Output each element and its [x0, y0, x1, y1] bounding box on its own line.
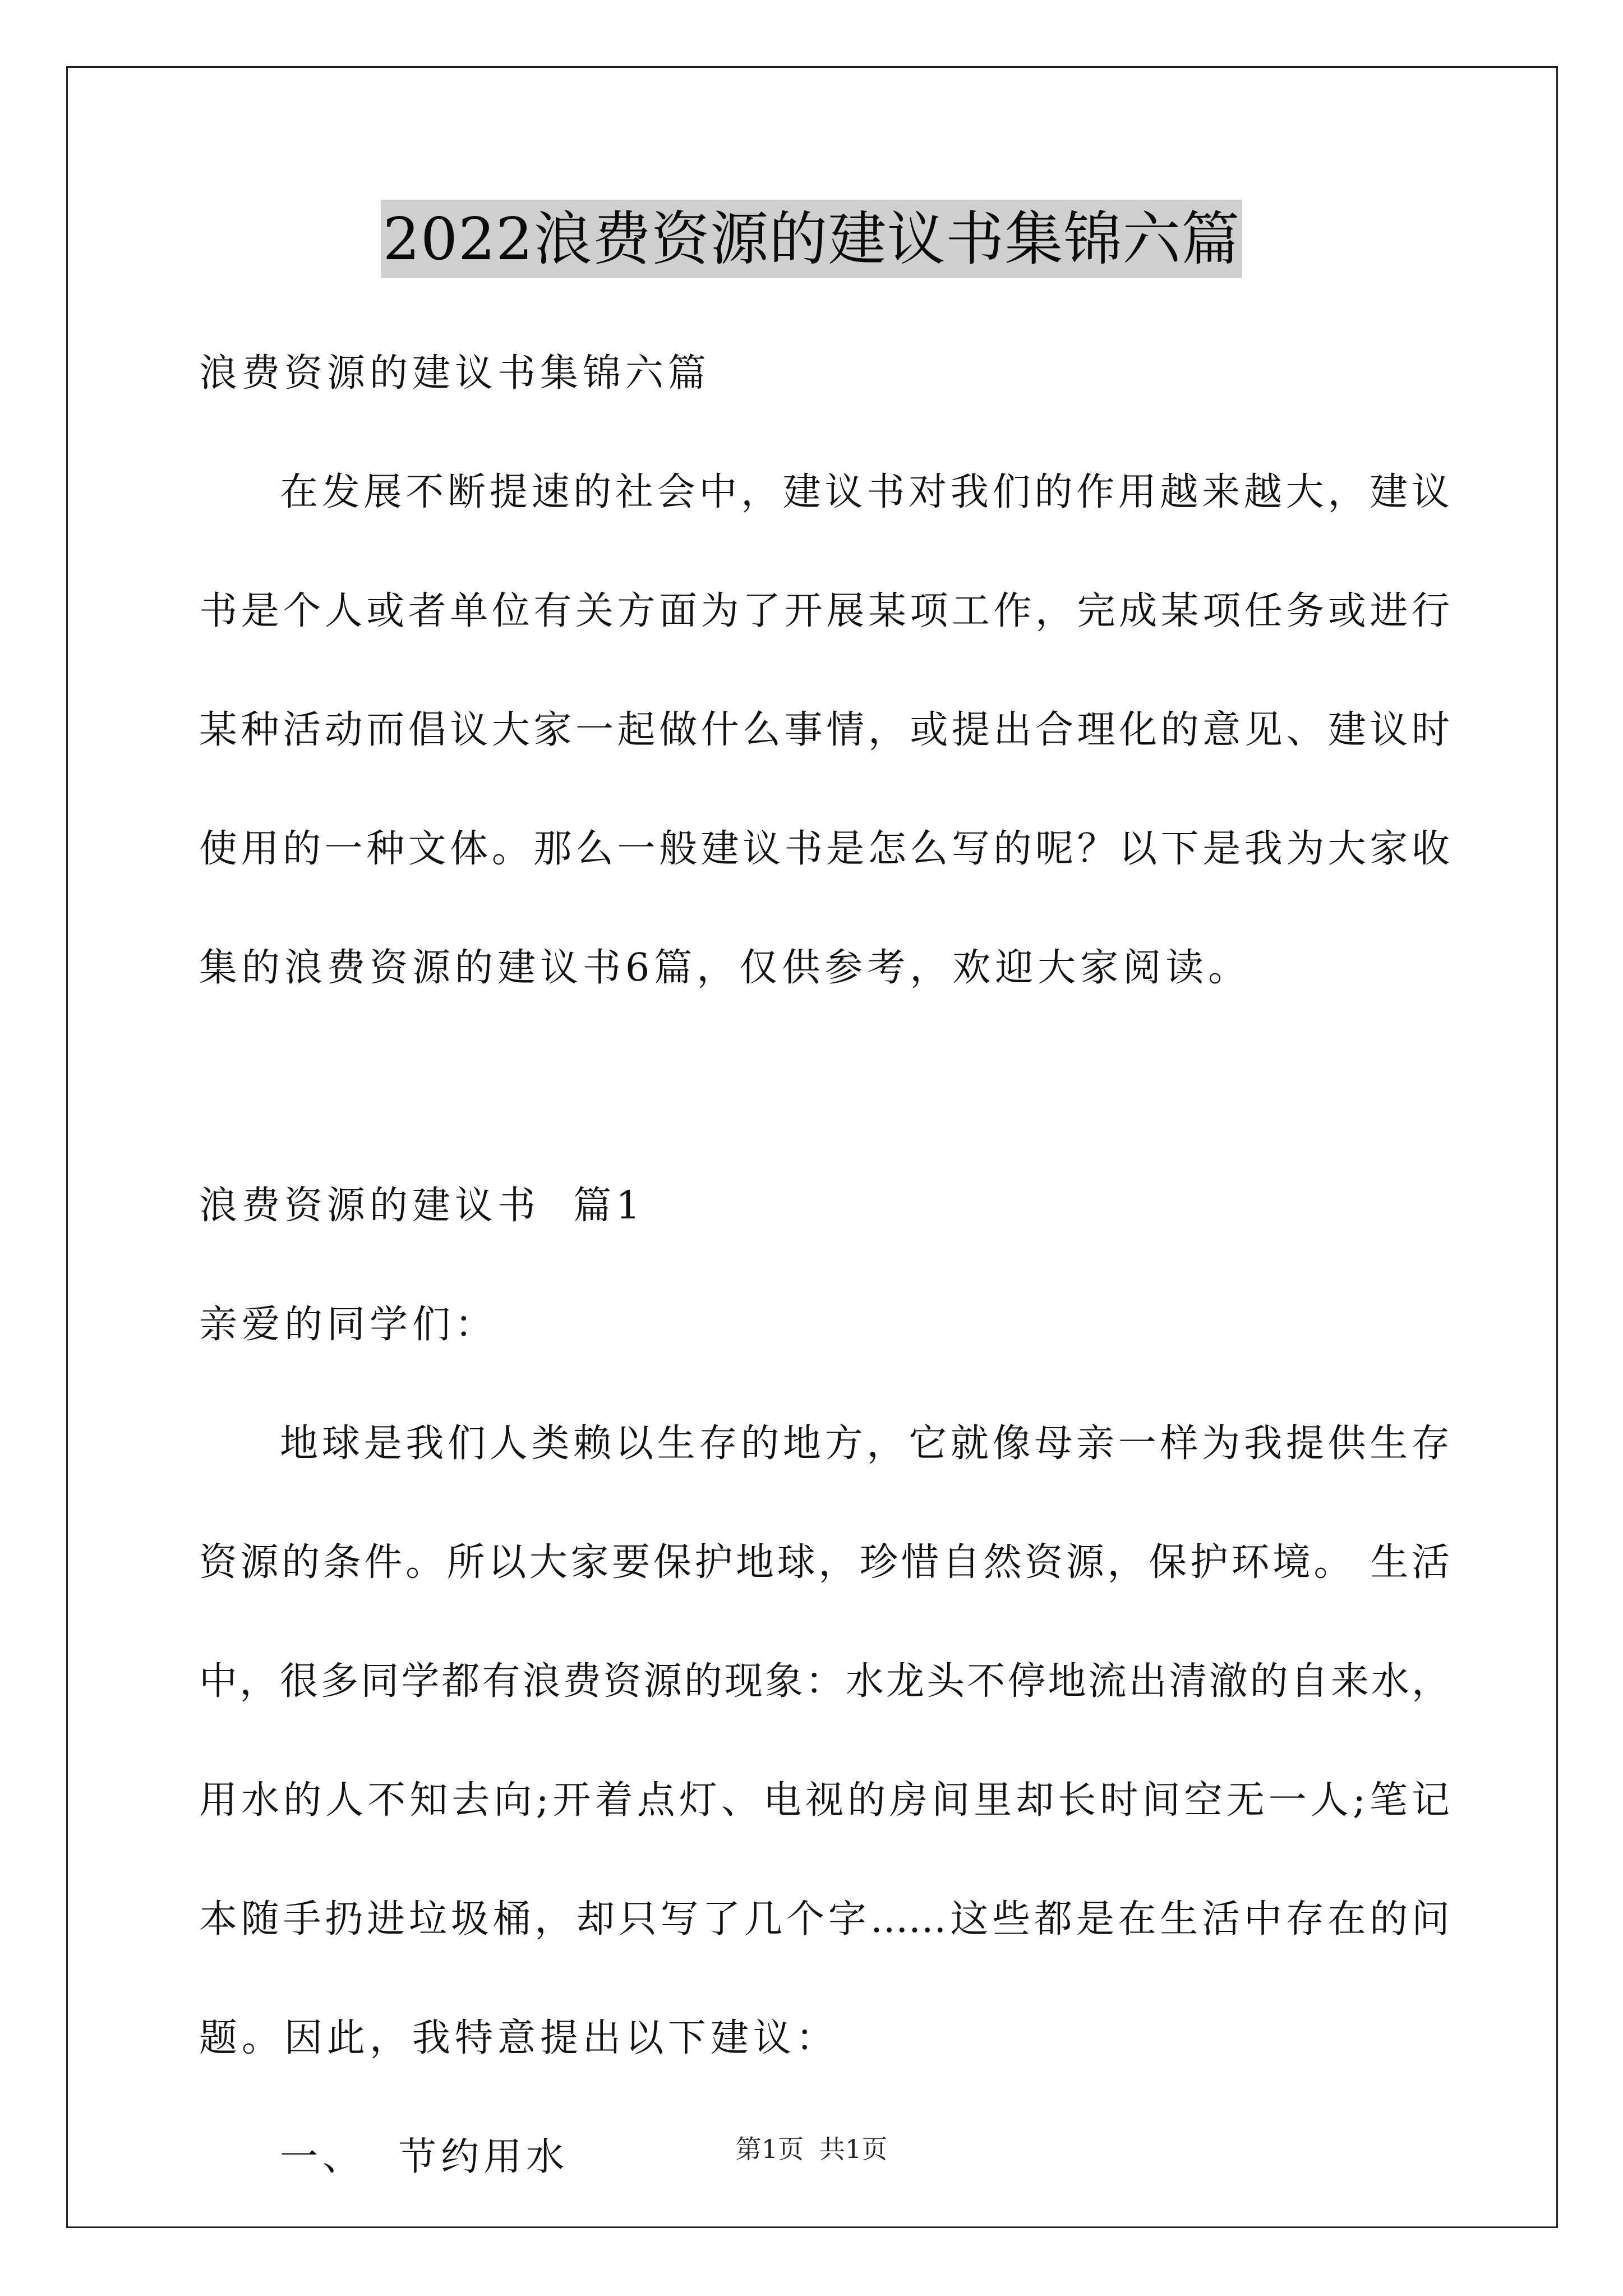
intro-line: 集的浪费资源的建议书6篇，仅供参考，欢迎大家阅读。	[199, 946, 1251, 990]
page-total: 共1页	[819, 2134, 888, 2164]
section-heading: 浪费资源的建议书 篇1	[199, 1184, 645, 1228]
intro-line: 某种活动而倡议大家一起做什么事情，或提出合理化的意见、建议时	[199, 708, 1450, 752]
salutation: 亲爱的同学们：	[199, 1303, 498, 1347]
page-footer	[0, 2129, 1623, 2166]
intro-line: 使用的一种文体。那么一般建议书是怎么写的呢？以下是我为大家收	[199, 827, 1450, 871]
body-line: 题。因此，我特意提出以下建议：	[199, 2016, 839, 2060]
list-item: 一、 节约用水	[280, 2135, 569, 2179]
section-spacer	[199, 1028, 1450, 1147]
body-line: 用水的人不知去向;开着点灯、电视的房间里却长时间空无一人;笔记	[199, 1778, 1450, 1823]
page-number: 第1页	[735, 2134, 804, 2164]
document-title: 2022浪费资源的建议书集锦六篇	[381, 200, 1243, 278]
title-wrap	[0, 200, 1623, 278]
document-body	[199, 314, 1450, 2217]
intro-line: 书是个人或者单位有关方面为了开展某项工作，完成某项任务或进行	[199, 589, 1450, 633]
intro-line: 在发展不断提速的社会中，建议书对我们的作用越来越大，建议	[280, 470, 1450, 514]
body-line: 本随手扔进垃圾桶，却只写了几个字……这些都是在生活中存在的问	[199, 1897, 1450, 1941]
document-subtitle: 浪费资源的建议书集锦六篇	[199, 351, 711, 395]
body-line: 资源的条件。所以大家要保护地球，珍惜自然资源，保护环境。 生活	[199, 1540, 1450, 1585]
body-line: 中，很多同学都有浪费资源的现象：水龙头不停地流出清澈的自来水，	[199, 1659, 1450, 1704]
body-line: 地球是我们人类赖以生存的地方，它就像母亲一样为我提供生存	[280, 1421, 1450, 1466]
